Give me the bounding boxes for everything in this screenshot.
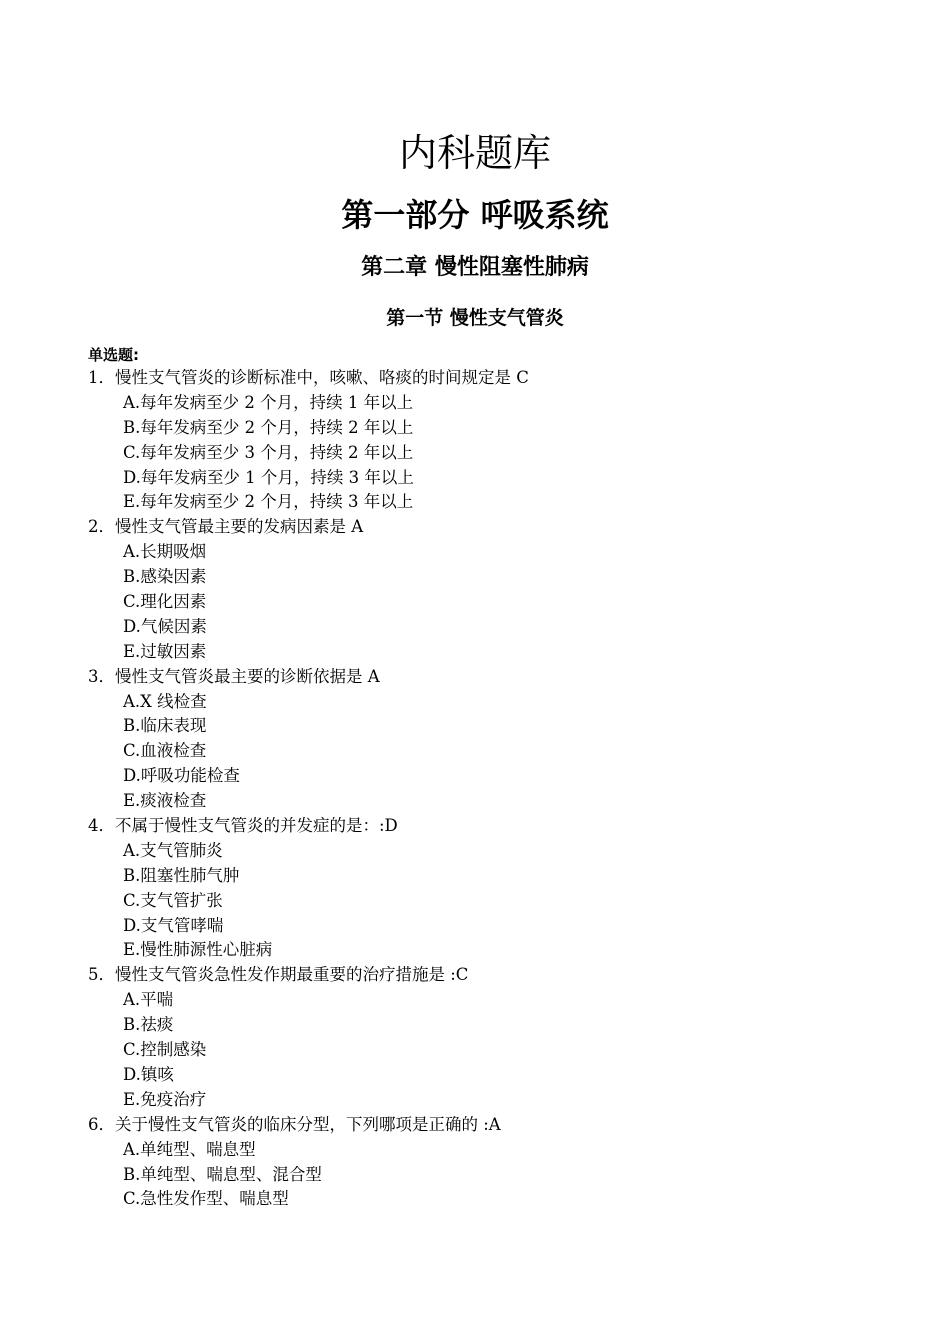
section-heading: 第一节 慢性支气管炎 [386, 307, 564, 329]
question-2-option-d: D.气候因素 [123, 616, 207, 636]
question-5-option-a: A.平喘 [123, 990, 174, 1010]
question-6-option-b: B.单纯型、喘息型、混合型 [123, 1164, 322, 1184]
question-1-option-c: C.每年发病至少 3 个月，持续 2 年以上 [123, 442, 414, 462]
question-list [88, 366, 868, 1212]
part-heading: 第一部分 呼吸系统 [341, 196, 609, 234]
question-1-option-b: B.每年发病至少 2 个月，持续 2 年以上 [123, 417, 414, 437]
question-5-option-e: E.免疫治疗 [123, 1089, 207, 1109]
question-3-option-a: A.X 线检查 [123, 691, 207, 711]
question-3-option-d: D.呼吸功能检查 [123, 766, 240, 786]
question-4-option-c: C.支气管扩张 [123, 890, 223, 910]
question-6-option-a: A.单纯型、喘息型 [123, 1139, 256, 1159]
question-3: 3．慢性支气管炎最主要的诊断依据是 A [88, 666, 380, 686]
question-5-option-d: D.镇咳 [123, 1064, 174, 1084]
question-1: 1．慢性支气管炎的诊断标准中，咳嗽、咯痰的时间规定是 C [88, 368, 529, 387]
question-type-label: 单选题: [88, 346, 139, 364]
question-3-option-c: C.血液检查 [123, 741, 207, 761]
question-2-option-a: A.长期吸烟 [123, 542, 207, 562]
question-2-option-c: C.理化因素 [123, 592, 207, 612]
question-4: 4．不属于慢性支气管炎的并发症的是：:D [88, 816, 398, 836]
question-4-option-d: D.支气管哮喘 [123, 915, 224, 935]
question-4-option-e: E.慢性肺源性心脏病 [123, 940, 273, 960]
question-6: 6．关于慢性支气管炎的临床分型，下列哪项是正确的 :A [88, 1114, 501, 1134]
question-3-option-e: E.痰液检查 [123, 791, 207, 811]
question-5: 5．慢性支气管炎急性发作期最重要的治疗措施是 :C [88, 965, 469, 985]
question-1-option-d: D.每年发病至少 1 个月，持续 3 年以上 [123, 467, 414, 487]
question-5-option-b: B.祛痰 [123, 1015, 174, 1035]
question-5-option-c: C.控制感染 [123, 1040, 207, 1060]
question-3-option-b: B.临床表现 [123, 716, 207, 736]
question-1-option-a: A.每年发病至少 2 个月，持续 1 年以上 [123, 392, 414, 412]
chapter-heading: 第二章 慢性阻塞性肺病 [361, 255, 589, 280]
document-title: 内科题库 [398, 131, 551, 175]
question-1-option-e: E.每年发病至少 2 个月，持续 3 年以上 [123, 492, 414, 512]
question-2-option-b: B.感染因素 [123, 567, 207, 587]
question-6-option-c: C.急性发作型、喘息型 [123, 1189, 289, 1209]
question-2-option-e: E.过敏因素 [123, 641, 207, 661]
question-2: 2．慢性支气管最主要的发病因素是 A [88, 517, 364, 537]
question-4-option-b: B.阻塞性肺气肿 [123, 865, 240, 885]
question-4-option-a: A.支气管肺炎 [123, 840, 223, 860]
